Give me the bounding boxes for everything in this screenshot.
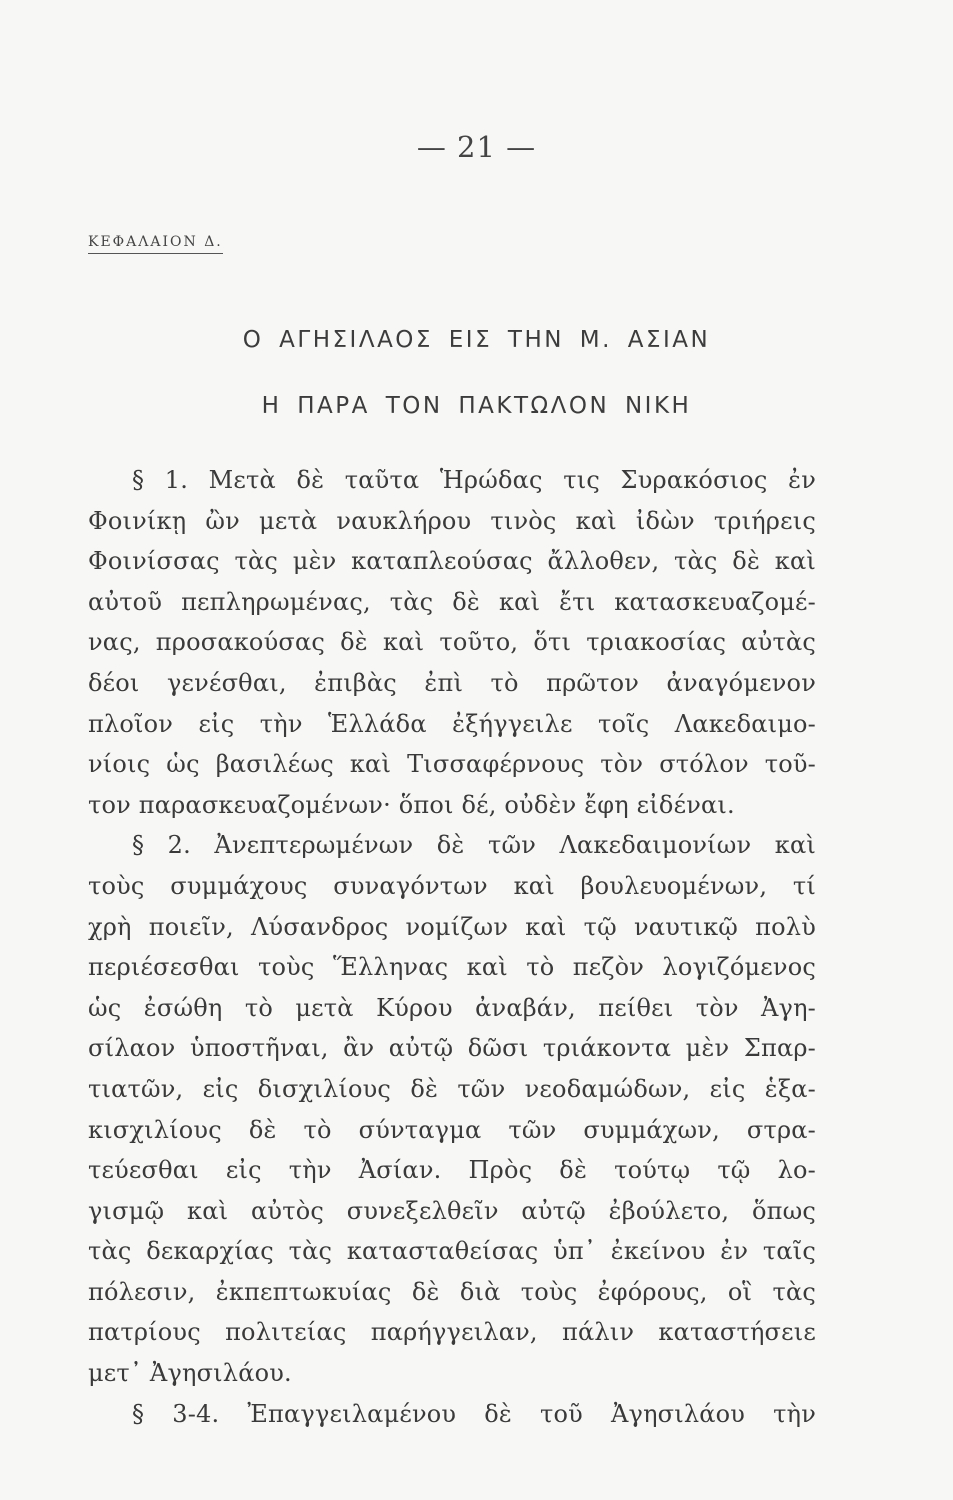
text-line: αὐτοῦ πεπληρωμένας, τὰς δὲ καὶ ἔτι κατασκευαζομέ- — [88, 587, 816, 616]
text-line: πόλεσιν, ἐκπεπτωκυίας δὲ διὰ τοὺς ἐφόρους, οἳ τὰς — [88, 1277, 816, 1306]
text-line: μετ᾽ Ἀγησιλάου. — [88, 1359, 292, 1388]
chapter-label: ΚΕΦΑΛΑΙΟΝ Δ. — [88, 234, 223, 254]
section-title: Ο ΑΓΗΣΙΛΑΟΣ ΕΙΣ ΤΗΝ Μ. ΑΣΙΑΝ — [242, 327, 711, 353]
text-line: ὡς ἐσώθη τὸ μετὰ Κύρου ἀναβάν, πείθει τὸν Ἀγη- — [88, 993, 816, 1022]
text-line: νας, προσακούσας δὲ καὶ τοῦτο, ὅτι τριακοσίας αὐτὰς — [88, 628, 816, 657]
text-line: § 3-4. Ἐπαγγειλαμένου δὲ τοῦ Ἀγησιλάου τὴν — [132, 1399, 816, 1428]
section-subtitle: Η ΠΑΡΑ ΤΟΝ ΠΑΚΤΩΛΟΝ ΝΙΚΗ — [261, 393, 692, 419]
text-line: τὰς δεκαρχίας τὰς κατασταθείσας ὑπ᾽ ἐκείνου ἐν ταῖς — [88, 1237, 816, 1266]
text-line: τον παρασκευαζομένων· ὅποι δέ, οὐδὲν ἔφη εἰδέναι. — [88, 790, 735, 819]
text-line: Φοινίσσας τὰς μὲν καταπλεούσας ἄλλοθεν, τὰς δὲ καὶ — [88, 547, 816, 576]
text-line: νίοις ὡς βασιλέως καὶ Τισσαφέρνους τὸν στόλον τοῦ- — [88, 750, 816, 779]
text-line: σίλαον ὑποστῆναι, ἂν αὐτῷ δῶσι τριάκοντα μὲν Σπαρ- — [88, 1034, 816, 1063]
text-line: γισμῷ καὶ αὐτὸς συνεξελθεῖν αὐτῷ ἐβούλετο, ὅπως — [88, 1196, 816, 1225]
text-line: περιέσεσθαι τοὺς Ἕλληνας καὶ τὸ πεζὸν λογιζόμενος — [88, 953, 816, 982]
text-line: δέοι γενέσθαι, ἐπιβὰς ἐπὶ τὸ πρῶτον ἀναγόμενον — [88, 668, 816, 697]
text-line: § 2. Ἀνεπτερωμένων δὲ τῶν Λακεδαιμονίων καὶ — [132, 831, 816, 860]
text-line: τεύεσθαι εἰς τὴν Ἀσίαν. Πρὸς δὲ τούτῳ τῷ λο- — [88, 1156, 816, 1185]
text-line: τοὺς συμμάχους συναγόντων καὶ βουλευομένων, τί — [88, 871, 816, 900]
text-line: πατρίους πολιτείας παρήγγειλαν, πάλιν καταστήσειε — [88, 1318, 816, 1347]
text-line: § 1. Μετὰ δὲ ταῦτα Ἡρώδας τις Συρακόσιος ἐν — [132, 466, 816, 494]
text-line: πλοῖον εἰς τὴν Ἑλλάδα ἐξήγγειλε τοῖς Λακεδαιμο- — [88, 709, 816, 738]
text-line: κισχιλίους δὲ τὸ σύνταγμα τῶν συμμάχων, στρα- — [88, 1115, 816, 1144]
body-text — [88, 460, 816, 1434]
text-line: χρὴ ποιεῖν, Λύσανδρος νομίζων καὶ τῷ ναυτικῷ πολὺ — [88, 912, 816, 941]
text-line: Φοινίκῃ ὢν μετὰ ναυκλήρου τινὸς καὶ ἰδὼν τριήρεις — [88, 506, 816, 535]
text-line: τιατῶν, εἰς δισχιλίους δὲ τῶν νεοδαμώδων, εἰς ἑξα- — [88, 1074, 816, 1103]
page-number: — 21 — — [416, 130, 537, 164]
